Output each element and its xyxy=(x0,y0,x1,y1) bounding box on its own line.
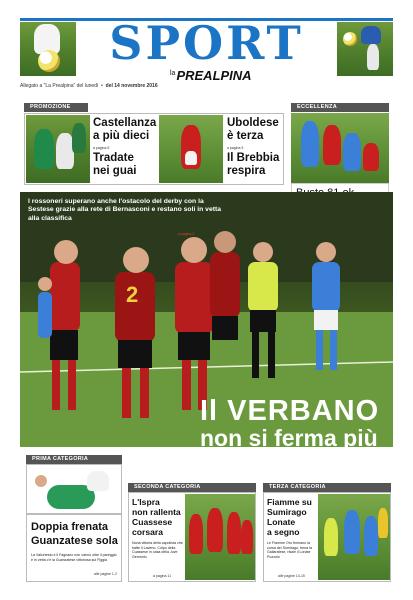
promozione-page-1: a pagina 5 xyxy=(93,146,110,150)
prima-page: alle pagine 1-2 xyxy=(94,572,117,576)
promozione-headline-4: nei guai xyxy=(93,165,137,177)
terza-page: alle pagine 14-15 xyxy=(278,574,305,578)
terza-body: Le Fiamme Oro fermano la corsa del Sumirago, frena la Gallaratese, risale il Lonate Pozzolo xyxy=(267,541,312,560)
section-tag-eccellenza: ECCELLENZA xyxy=(291,103,389,112)
promozione-headline-8: respira xyxy=(227,165,266,177)
dateline: Allegato a "La Prealpina" del lunedì • del 14 novembre 2016 xyxy=(20,83,158,89)
eccellenza-photo xyxy=(291,113,389,183)
hero-headline-2: non si ferma più xyxy=(200,425,378,451)
seconda-headline-2: non rallenta xyxy=(132,507,181,517)
section-tag-prima: PRIMA CATEGORIA xyxy=(26,455,122,464)
masthead-subtitle-prefix: la xyxy=(170,70,176,77)
terza-headline-2: Sumirago xyxy=(267,507,307,517)
seconda-box xyxy=(128,492,256,582)
seconda-photo xyxy=(185,494,255,580)
seconda-body: Nona vittoria della capolista che batte il Laveno. Colpo della Cuassese in casa della Juve Gemonio xyxy=(132,541,183,560)
promozione-headline-5: Uboldese xyxy=(227,117,279,129)
promozione-photo-2 xyxy=(159,115,223,183)
terza-photo xyxy=(318,494,390,580)
terza-headline-1: Fiamme su xyxy=(267,497,312,507)
promozione-headline-6: è terza xyxy=(227,130,264,142)
svg-text:2: 2 xyxy=(126,282,139,307)
dateline-supplement: Allegato a "La Prealpina" del lunedì xyxy=(20,83,99,89)
prima-box xyxy=(26,514,122,582)
seconda-page: a pagina 11 xyxy=(153,574,172,578)
terza-headline-3: Lonate xyxy=(267,517,296,527)
terza-box xyxy=(263,492,391,582)
section-tag-terza: TERZA CATEGORIA xyxy=(263,483,391,492)
terza-headline-4: a segno xyxy=(267,527,300,537)
promozione-headline-1: Castellanza xyxy=(93,117,157,129)
promozione-photo-1 xyxy=(26,115,90,183)
section-tag-seconda: SECONDA CATEGORIA xyxy=(128,483,256,492)
seconda-headline-4: corsara xyxy=(132,527,164,537)
hero-page: a pagina 4 xyxy=(178,232,195,236)
prima-body: La Valceresio e il Fagnano non vanno oltre il pareggio e in vetta c'è la Guanzatese vittoriosa sul Figgia xyxy=(31,553,117,562)
masthead-subtitle-name: PREALPINA xyxy=(176,68,252,83)
promozione-box xyxy=(24,113,284,185)
prima-headline-2: Guanzatese sola xyxy=(31,535,118,547)
promozione-headline-3: Tradate xyxy=(93,152,134,164)
ball-icon xyxy=(343,32,357,46)
masthead-subtitle xyxy=(170,68,252,83)
section-tag-promozione: PROMOZIONE xyxy=(24,103,88,112)
seconda-headline-3: Cuassese xyxy=(132,517,173,527)
promozione-page-2: a pagina 9 xyxy=(227,146,244,150)
masthead xyxy=(20,16,393,83)
masthead-photo-right xyxy=(337,22,393,76)
promozione-headline-2: a più dieci xyxy=(93,130,150,142)
promozione-headline-7: Il Brebbia xyxy=(227,152,280,164)
dateline-date: del 14 novembre 2016 xyxy=(105,83,158,89)
prima-photo xyxy=(26,464,122,514)
hero-lead: I rossoneri superano anche l'ostacolo del derby con la Sestese grazie alla rete di Bernasconi e restano soli in vetta alla classifica xyxy=(28,198,222,222)
seconda-headline-1: L'Ispra xyxy=(132,497,160,507)
prima-headline-1: Doppia frenata xyxy=(31,521,109,533)
masthead-title: SPORT xyxy=(109,16,304,70)
hero-headline-1: Il VERBANO xyxy=(200,395,380,427)
